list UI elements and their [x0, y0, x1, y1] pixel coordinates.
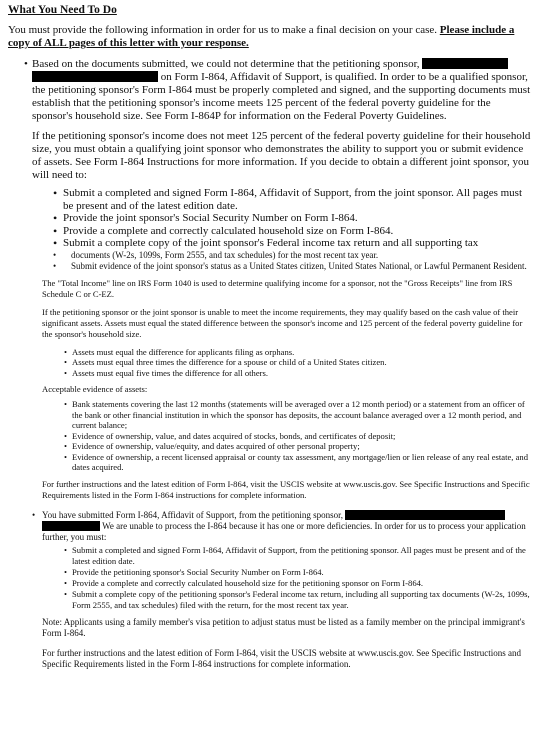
list-item: • Evidence of ownership, value/equity, and dates acquired of other personal property; — [72, 441, 532, 452]
list-item: • Provide a complete and correctly calculated household size for the petitioning sponsor on Form I-864. — [72, 578, 532, 589]
joint-sponsor-paragraph: If the petitioning sponsor's income does not meet 125 percent of the federal poverty guideline for their household size, you must obtain a qualifying joint sponsor who demonstrates the ability to support you or submit evidence of assets. See Form I-864 Instructions for more information. If you decide to obtain a different joint sponsor, you will need to: — [32, 130, 531, 181]
further-instructions-2: For further instructions and the latest edition of Form I-864, visit the USCIS website at www.uscis.gov. See Specific Instructions and Specific Requirements listed in the Form I-864 instructions for complete information. — [42, 647, 522, 669]
list-item: • Submit evidence of the joint sponsor's status as a United States citizen, United States National, or Lawful Permanent Resident. — [63, 261, 532, 272]
redaction-box — [422, 58, 508, 69]
list-item: • Bank statements covering the last 12 months (statements will be averaged over a 12 month period) or a statement from an officer of the bank or other financial institution in which the sponsor has deposits, the account balance averaged over a 12 month period, and current balance; — [72, 399, 532, 431]
list-item: • Evidence of ownership, value, and dates acquired of stocks, bonds, and certificates of deposit; — [72, 431, 532, 442]
intro-emphasis: Please include a copy of ALL pages of this letter with your response. — [8, 24, 515, 49]
bullet-dot: • — [32, 509, 36, 520]
acceptable-evidence-title: Acceptable evidence of assets: — [42, 384, 148, 394]
redaction-box — [42, 521, 100, 531]
acceptable-evidence-list — [8, 399, 532, 473]
list-item: • Evidence of ownership, a recent licensed appraisal or county tax assessment, any mortgage/lien or lien release of any real estate, and dates acquired. — [72, 452, 532, 473]
bullet1-text-2: on Form I-864, Affidavit of Support, is qualified. In order to be a qualified sponsor, the petitioning sponsor's Form I-864 must be properly completed and signed, and the supporting documents must establish that the petitioning sponsor's income meets 125 percent of the federal poverty guideline for the sponsor's household size. See Form I-864P for information on the Federal Poverty Guidelines. — [32, 71, 531, 122]
section-heading: What You Need To Do — [8, 4, 117, 16]
joint-sponsor-list — [8, 187, 532, 272]
list-item: • Submit a complete copy of the joint sponsor's Federal income tax return and all supporting tax — [63, 237, 532, 250]
intro-paragraph — [8, 24, 532, 50]
assets-paragraph: If the petitioning sponsor or the joint sponsor is unable to meet the income requirements, they may qualify based on the cash value of their significant assets. Assets must equal the stated difference between the sponsor's income and 125 percent of the federal poverty guideline for the sponsor's household size. — [42, 306, 523, 339]
list-item: • Provide the petitioning sponsor's Social Security Number on Form I-864. — [72, 567, 532, 578]
bullet-sponsor-not-qualified — [8, 58, 532, 123]
continuation-text: documents (W-2s, 1099s, Form 2555, and tax schedules) for the most recent tax year. — [71, 249, 379, 260]
bullet2-text-2: We are unable to process the I-864 because it has one or more deficiencies. In order for us to process your application further, you must: — [42, 520, 526, 542]
list-item: • Provide a complete and correctly calculated household size on Form I-864. — [63, 225, 532, 238]
intro-text: You must provide the following information in order for us to make a final decision on your case. — [8, 24, 438, 36]
list-item-continuation — [63, 250, 532, 261]
bullet-deficient-i864 — [8, 510, 532, 543]
redaction-box — [32, 71, 158, 82]
further-instructions-1: For further instructions and the latest edition of Form I-864, visit the USCIS website at www.uscis.gov. See Specific Instructions and Specific Requirements listed in the Form I-864 instructions for complete information. — [42, 478, 530, 500]
list-item: • Submit a completed and signed Form I-864, Affidavit of Support, from the joint sponsor. All pages must be present and of the latest edition date. — [63, 187, 532, 212]
list-item: • Submit a complete copy of the petitioning sponsor's Federal income tax return, including all supporting tax documents (W-2s, 1099s, Form 2555, and tax schedules) filed with the return, for the most recent tax year. — [72, 589, 532, 611]
bullet-dot: • — [24, 58, 28, 70]
redaction-box — [345, 510, 505, 520]
list-item: • Provide the joint sponsor's Social Security Number on Form I-864. — [63, 212, 532, 225]
petitioning-sponsor-list — [8, 545, 532, 611]
applicants-note: Note: Applicants using a family member's visa petition to adjust status must be listed as a family member on the principal immigrant's Form I-864. — [42, 616, 525, 638]
list-item: • Assets must equal five times the difference for all others. — [72, 368, 532, 379]
bullet2-text-1: You have submitted Form I-864, Affidavit of Support, from the petitioning sponsor, — [42, 509, 344, 520]
list-item: • Assets must equal three times the difference for a spouse or child of a United States citizen. — [72, 357, 532, 368]
list-item: • Submit a completed and signed Form I-864, Affidavit of Support, from the petitioning sponsor. All pages must be present and of the latest edition date. — [72, 545, 532, 567]
assets-list — [8, 347, 532, 379]
total-income-note: The "Total Income" line on IRS Form 1040 is used to determine qualifying income for a sponsor, not the "Gross Receipts" line from IRS Schedule C or C-EZ. — [42, 277, 513, 299]
bullet1-text-1: Based on the documents submitted, we could not determine that the petitioning sponsor, — [32, 58, 420, 70]
list-item: • Assets must equal the difference for applicants filing as orphans. — [72, 347, 532, 358]
